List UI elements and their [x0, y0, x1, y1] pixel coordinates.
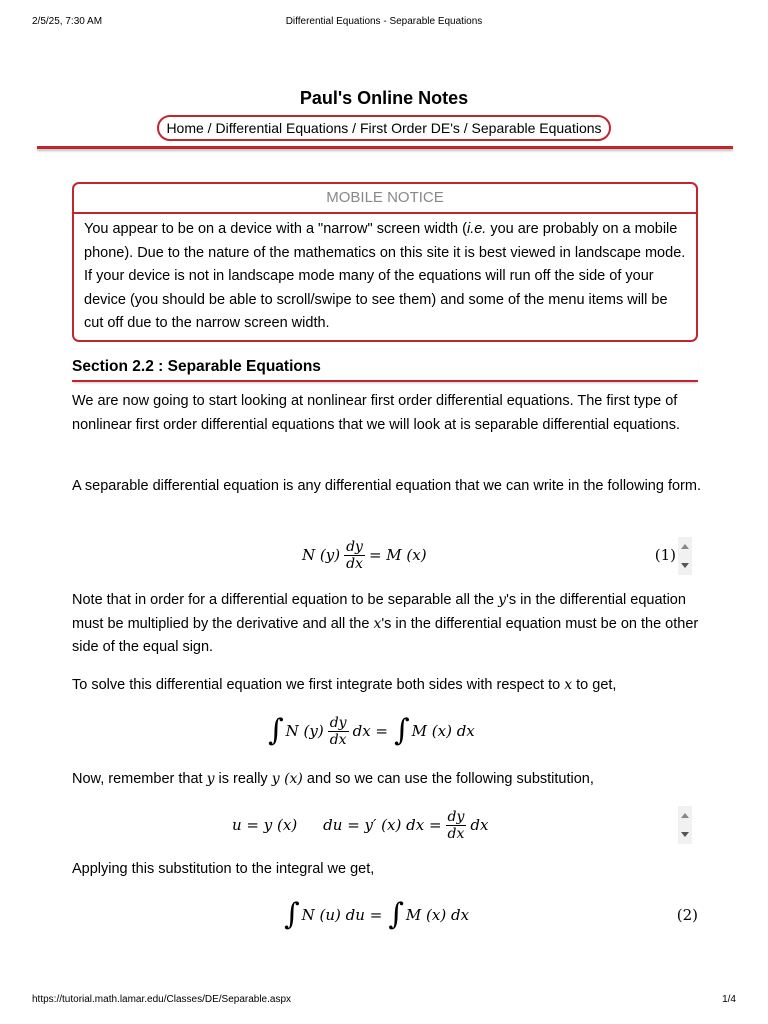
eq2-left: N (u) du = [301, 906, 383, 924]
eq1-left: N (y) [302, 546, 341, 564]
int1-left: N (y) [285, 722, 324, 740]
scroll-up-icon[interactable] [681, 813, 689, 818]
eq1-dx: dx [346, 555, 363, 572]
equation-2 [72, 890, 698, 940]
paragraph-definition: A separable differential equation is any differential equation that we can write in the following form. [72, 478, 701, 494]
p3-text-3: 's in the differential equation must be on the other side of the equal sign. [72, 615, 699, 655]
eq1-dy: dy [346, 538, 363, 555]
integral-sign: ∫ [388, 897, 404, 932]
sub-du: du = y′ (x) dx = [323, 816, 442, 834]
math-y: y [206, 771, 215, 787]
notice-text-1: You appear to be on a device with a "narrow" screen width ( [84, 221, 467, 237]
math-y: y [498, 592, 507, 608]
breadcrumb-home[interactable]: Home [166, 120, 204, 136]
breadcrumb: Home / Differential Equations / First Order DE's / Separable Equations [157, 115, 610, 141]
print-footer [32, 994, 736, 1008]
p5-text-3: and so we can use the following substitution, [302, 771, 594, 787]
paragraph-note [72, 589, 702, 660]
equation-integral [72, 706, 698, 756]
integral-sign: ∫ [394, 713, 410, 748]
sub-u: u = y (x) [232, 816, 298, 834]
sub-dy: dy [447, 808, 465, 825]
math-x: x [373, 615, 382, 632]
print-page-number: 1/4 [722, 994, 736, 1005]
p3-text-1: Note that in order for a differential equation to be separable all the [72, 592, 499, 608]
notice-heading: MOBILE NOTICE [74, 184, 696, 214]
int1-dy: dy [329, 714, 347, 731]
breadcrumb-first-order[interactable]: First Order DE's [359, 120, 460, 136]
paragraph-integrate [72, 674, 702, 698]
print-header [32, 16, 736, 30]
notice-text-2: you are probably on a mobile phone). Due to the nature of the mathematics on this site it is best viewed in landscape mode. If your device is not in landscape mode many of the equations will run off the side of your device (you should be able to scroll/swipe to see them) and some of the menu items will be cut off due to the narrow screen width. [84, 221, 686, 331]
sub-fraction [446, 809, 467, 842]
paragraph-applying: Applying this substitution to the integral we get, [72, 861, 375, 877]
notice-ie: i.e. [466, 221, 487, 237]
site-title[interactable]: Paul's Online Notes [299, 88, 469, 108]
sub-dx: dx [470, 816, 489, 834]
equation-1 [72, 530, 698, 580]
print-title: Differential Equations - Separable Equations [285, 16, 483, 27]
paragraph-remember [72, 768, 702, 792]
p4-text-2: to get, [572, 677, 617, 693]
header-divider [37, 146, 733, 149]
int1-dx: dx [329, 731, 347, 748]
equation-substitution [72, 800, 698, 850]
p4-text-1: To solve this differential equation we first integrate both sides with respect to [72, 677, 565, 693]
breadcrumb-separable[interactable]: Separable Equations [471, 120, 602, 136]
math-yx: y (x) [271, 771, 303, 787]
scroll-down-icon[interactable] [681, 832, 689, 837]
section-title: Section 2.2 : Separable Equations [72, 358, 698, 382]
integral-sign: ∫ [284, 897, 300, 932]
integral-sign: ∫ [268, 713, 284, 748]
math-x: x [564, 677, 573, 693]
int1-fraction [328, 715, 349, 748]
sub-dx-den: dx [447, 825, 465, 842]
breadcrumb-differential-equations[interactable]: Differential Equations [215, 120, 349, 136]
eq1-number: (1) [654, 546, 676, 564]
eq2-number: (2) [676, 906, 698, 924]
int1-right: M (x) dx [411, 722, 475, 740]
p5-text-1: Now, remember that [72, 771, 207, 787]
p3-text-2: 's in the differential equation must be multiplied by the derivative and all the [72, 592, 686, 632]
print-date: 2/5/25, 7:30 AM [32, 16, 103, 27]
notice-body [74, 214, 696, 340]
int1-middle: dx = [352, 722, 388, 740]
breadcrumb-wrap [0, 115, 768, 141]
eq1-right: = M (x) [368, 546, 427, 564]
sub-scrollbar[interactable] [678, 806, 692, 844]
mobile-notice [72, 182, 698, 342]
print-url: https://tutorial.math.lamar.edu/Classes/DE/Separable.aspx [32, 994, 292, 1005]
eq2-right: M (x) dx [405, 906, 470, 924]
paragraph-intro: We are now going to start looking at nonlinear first order differential equations. The first type of nonlinear first order differential equations that we will look at is separable differential equations. [72, 393, 681, 433]
scroll-up-icon[interactable] [681, 544, 689, 549]
scroll-down-icon[interactable] [681, 563, 689, 568]
eq1-scrollbar[interactable] [678, 537, 692, 575]
eq1-fraction [344, 539, 365, 572]
p5-text-2: is really [214, 771, 272, 787]
